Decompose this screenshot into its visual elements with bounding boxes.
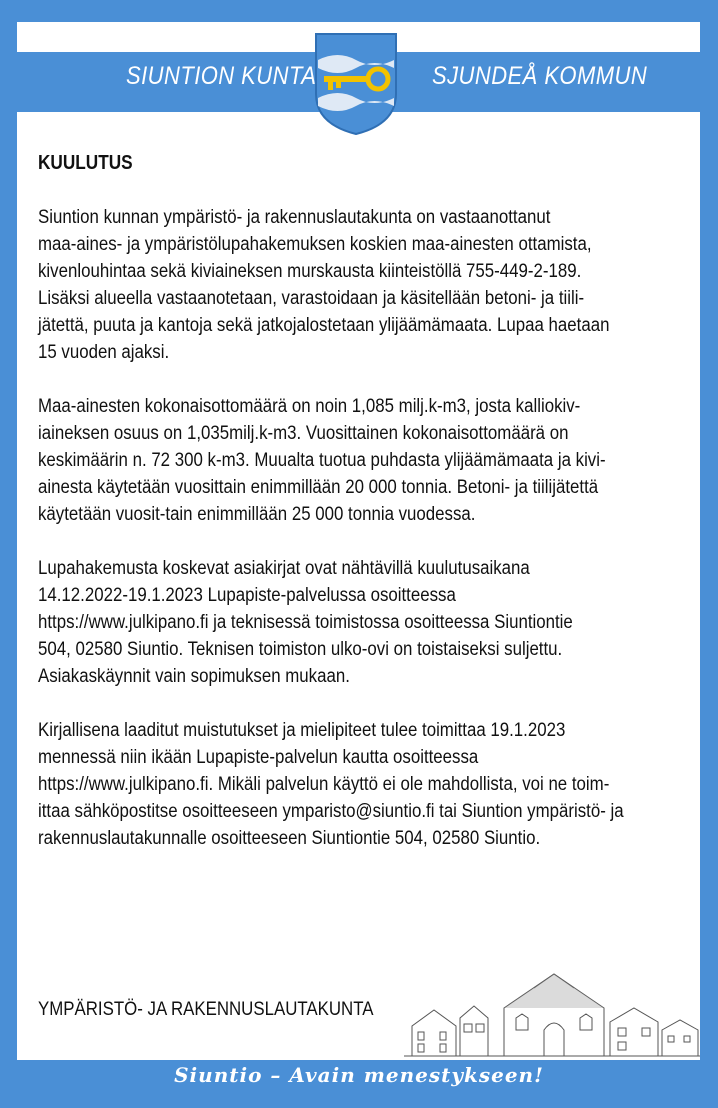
paragraph-application: [38, 204, 610, 366]
text-line: Siuntion kunnan ympäristö- ja rakennuslautakunta on vastaanottanut: [38, 206, 551, 228]
text-line: Asiakaskäynnit vain sopimuksen mukaan.: [38, 665, 350, 687]
text-line: Maa-ainesten kokonaisottomäärä on noin 1,085 milj.k-m3, josta kalliokiv-: [38, 395, 581, 417]
text-line: https://www.julkipano.fi ja teknisessä toimistossa osoitteessa Siuntiontie: [38, 611, 573, 633]
text-line: 15 vuoden ajaksi.: [38, 341, 170, 363]
municipality-name-finnish: SIUNTION KUNTA: [126, 62, 317, 90]
signature-committee: YMPÄRISTÖ- JA RAKENNUSLAUTAKUNTA: [38, 998, 374, 1020]
footer-slogan: Siuntio – Avain menestykseen!: [174, 1063, 544, 1087]
text-line: https://www.julkipano.fi. Mikäli palvelun käyttö ei ole mahdollista, voi ne toim-: [38, 773, 610, 795]
paragraph-objections: [38, 717, 624, 852]
text-line: jätettä, puuta ja kantoja sekä jatkojalostetaan ylijäämämaata. Lupaa haetaan: [38, 314, 610, 336]
text-line: ittaa sähköpostitse osoitteeseen ymparisto@siuntio.fi tai Siuntion ympäristö- ja: [38, 800, 624, 822]
text-line: kivenlouhintaa sekä kiviaineksen murskausta kiinteistöllä 755-449-2-189.: [38, 260, 582, 282]
text-line: Kirjallisena laaditut muistutukset ja mielipiteet tulee toimittaa 19.1.2023: [38, 719, 566, 741]
text-line: mennessä niin ikään Lupapiste-palvelun kautta osoitteessa: [38, 746, 479, 768]
text-line: käytetään vuosit-tain enimmillään 25 000 tonnia vuodessa.: [38, 503, 476, 525]
text-line: Lupahakemusta koskevat asiakirjat ovat nähtävillä kuulutusaikana: [38, 557, 530, 579]
notice-body: [38, 150, 688, 879]
text-line: keskimäärin n. 72 300 k-m3. Muualta tuotua puhdasta ylijäämämaata ja kivi-: [38, 449, 606, 471]
left-border: [0, 0, 17, 1108]
municipality-name-swedish: SJUNDEÅ KOMMUN: [432, 62, 648, 90]
text-line: 504, 02580 Siuntio. Teknisen toimiston ulko-ovi on toistaiseksi suljettu.: [38, 638, 563, 660]
text-line: maa-aines- ja ympäristölupahakemuksen koskien maa-ainesten ottamista,: [38, 233, 592, 255]
church-illustration-icon: [404, 968, 700, 1060]
paragraph-documents: [38, 555, 597, 690]
top-border: [0, 0, 718, 22]
paragraph-quantities: [38, 393, 606, 528]
text-line: rakennuslautakunnalle osoitteeseen Siuntiontie 504, 02580 Siuntio.: [38, 827, 541, 849]
text-line: Lisäksi alueella vastaanotetaan, varastoidaan ja käsitellään betoni- ja tiili-: [38, 287, 585, 309]
notice-heading: KUULUTUS: [38, 152, 133, 174]
right-border: [700, 0, 718, 1108]
text-line: 14.12.2022-19.1.2023 Lupapiste-palvelussa osoitteessa: [38, 584, 456, 606]
text-line: iaineksen osuus on 1,035milj.k-m3. Vuosittainen kokonaisottomäärä on: [38, 422, 569, 444]
key-coat-of-arms-icon: [314, 32, 398, 136]
text-line: ainesta käytetään vuosittain enimmillään 20 000 tonnia. Betoni- ja tiilijätettä: [38, 476, 599, 498]
